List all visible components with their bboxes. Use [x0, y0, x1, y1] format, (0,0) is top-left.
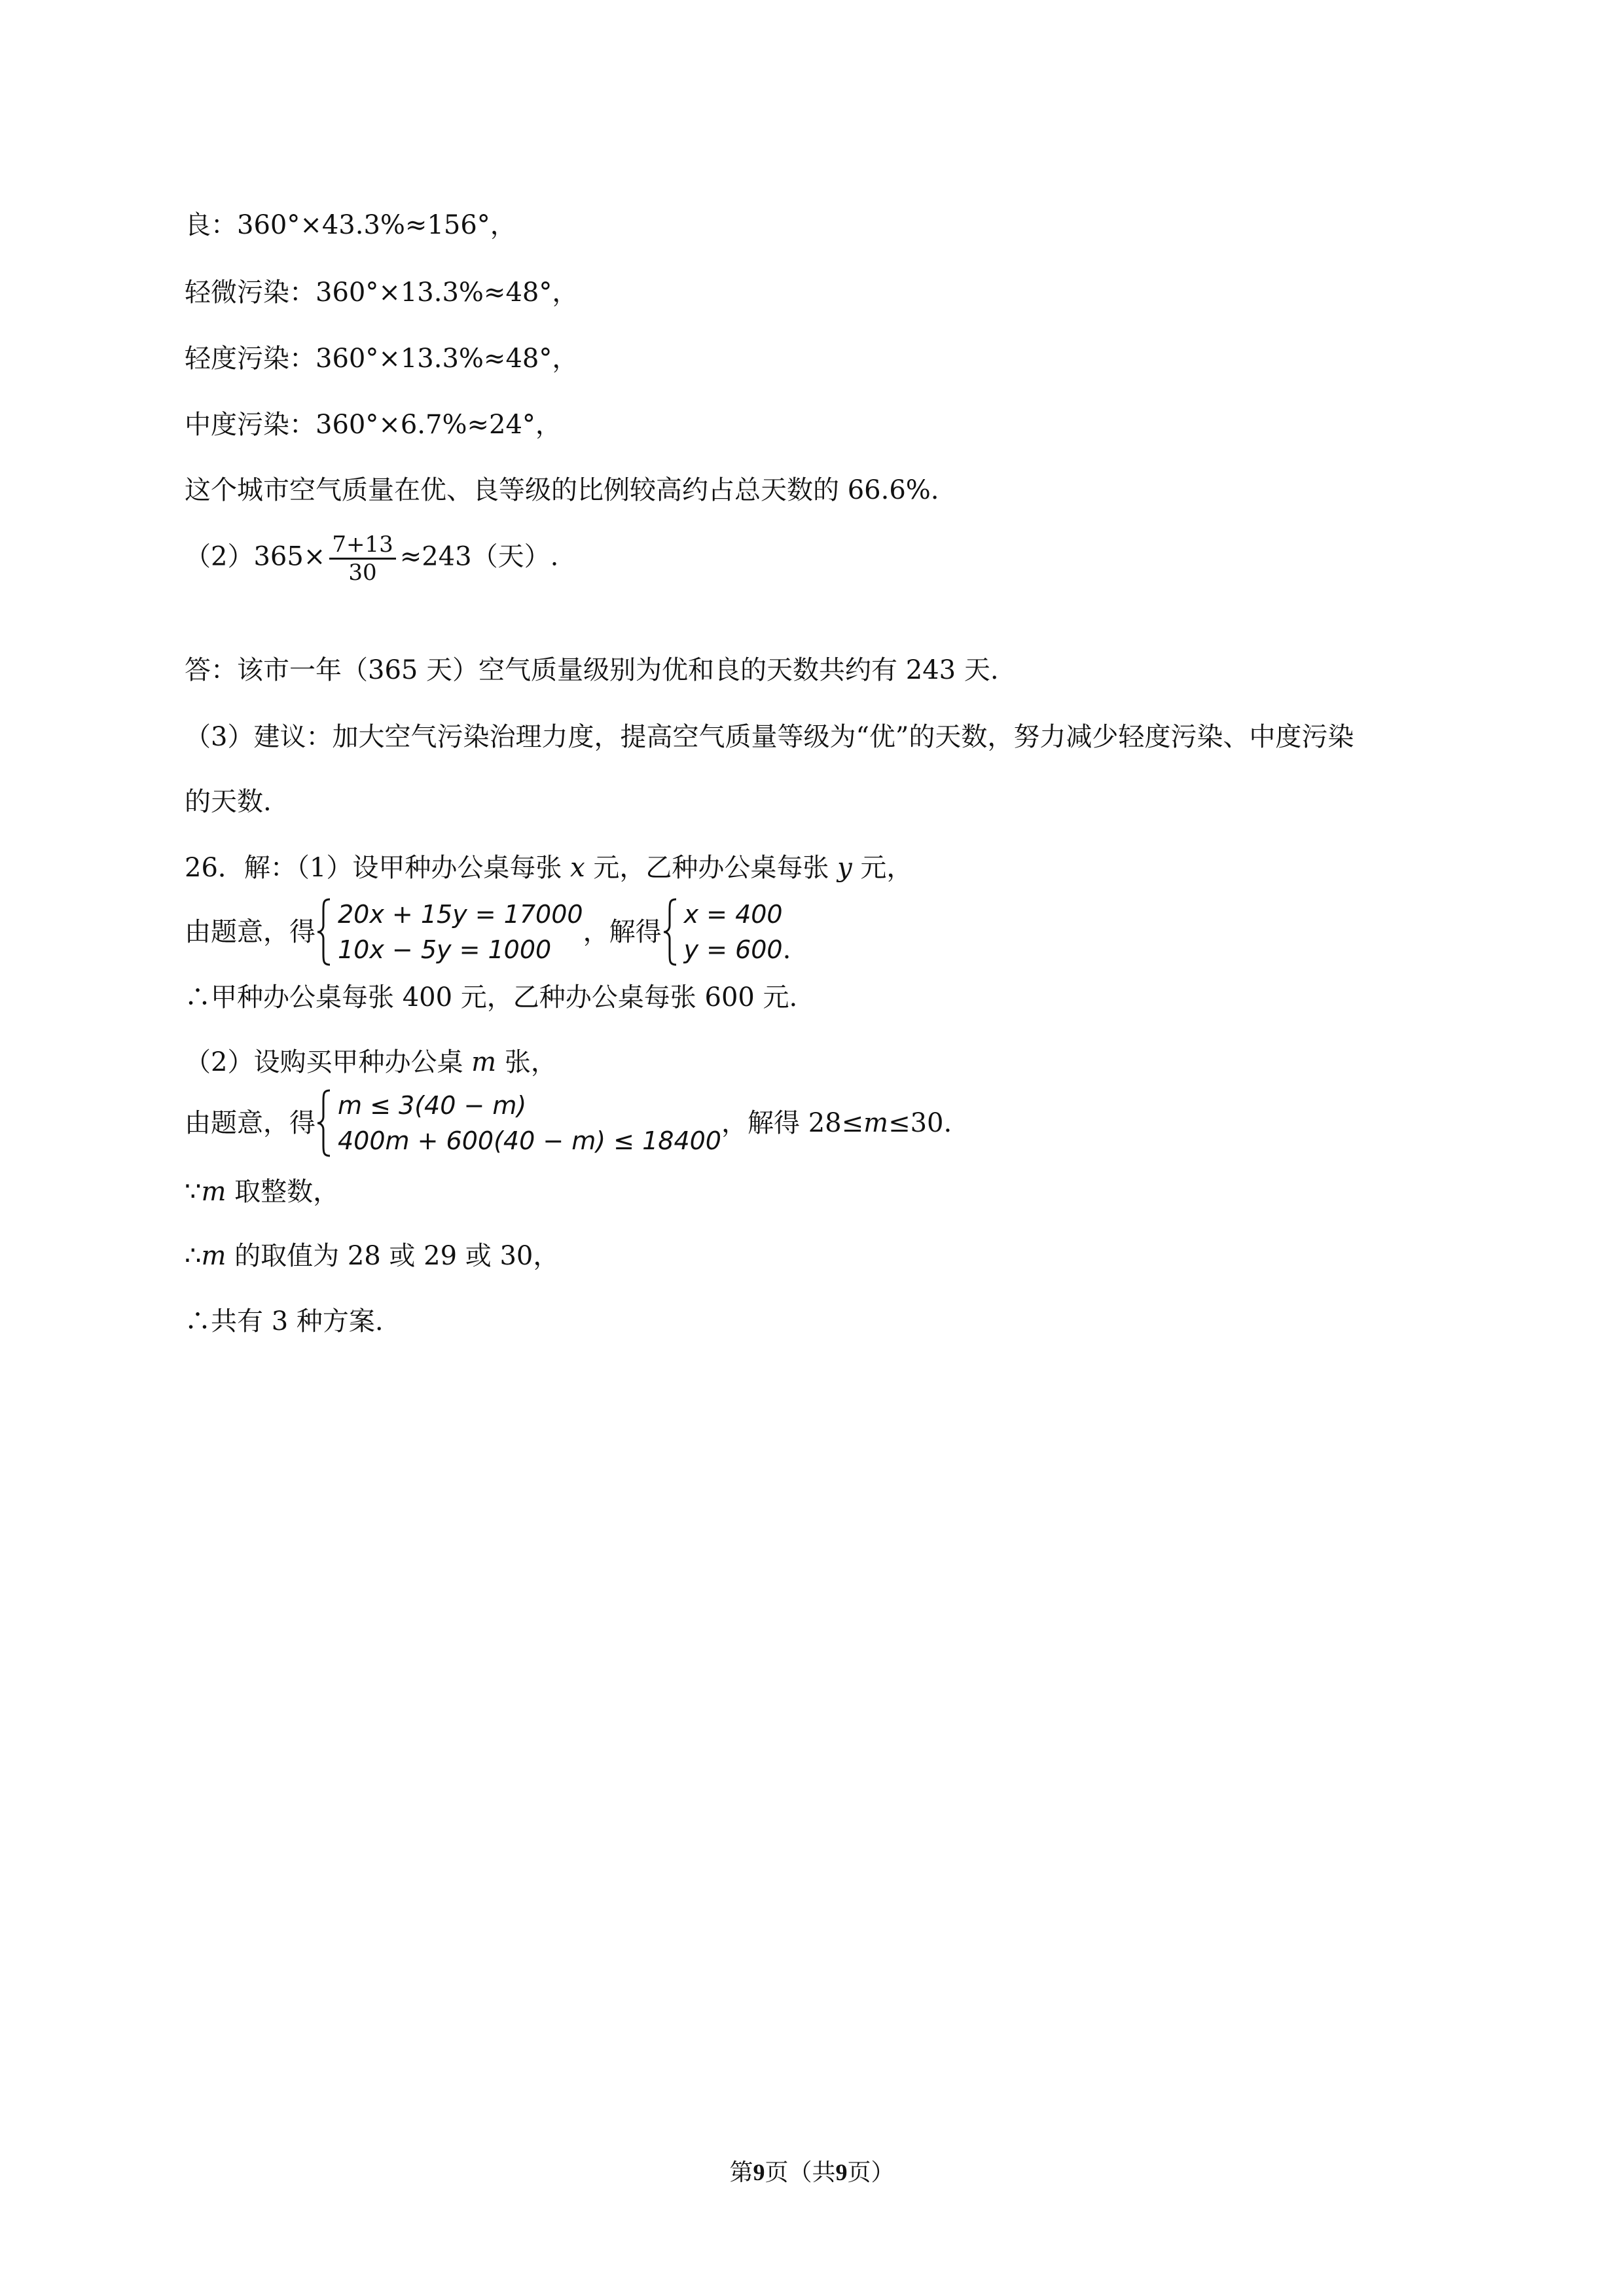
- system1-prefix: 由题意，得: [185, 917, 316, 947]
- var-m: m: [201, 1241, 226, 1271]
- left-brace-icon: [316, 897, 333, 967]
- system2-prefix: 由题意，得: [185, 1108, 316, 1138]
- equation-2: 10x − 5y = 1000: [338, 935, 552, 964]
- text-line-suggestion: （3）建议：加大空气污染治理力度，提高空气质量等级为“优”的天数，努力减少轻度污染、中度污染: [185, 722, 1354, 752]
- system2-mid: ，解得 28≤: [721, 1108, 864, 1138]
- page-footer: [0, 2157, 1624, 2188]
- q26-text-c: 元，: [852, 853, 913, 883]
- q26-text-b: 元，乙种办公桌每张: [585, 853, 838, 883]
- therefore-symbol: ∴: [185, 1241, 202, 1271]
- text-line-system1: [185, 897, 791, 967]
- footer-post: 页）: [847, 2159, 895, 2186]
- text-line-slight-pollution: 轻微污染：360°×13.3%≈48°，: [185, 278, 579, 308]
- page-total: 9: [835, 2159, 848, 2185]
- system2-end: ≤30.: [888, 1108, 952, 1138]
- var-x: x: [570, 853, 585, 883]
- text-line-moderate-pollution: 中度污染：360°×6.7%≈24°，: [185, 410, 562, 440]
- text-line-because: [185, 1175, 339, 1209]
- left-brace-icon: [662, 897, 679, 967]
- because-text: 取整数，: [226, 1177, 340, 1207]
- fraction-denominator: 30: [348, 560, 377, 586]
- calc-suffix: ≈243（天）.: [399, 541, 559, 572]
- text-line-plans: ∴共有 3 种方案.: [185, 1306, 384, 1336]
- text-line-part2-setup: [185, 1045, 557, 1079]
- var-y: y: [837, 853, 852, 883]
- footer-pre: 第: [729, 2159, 753, 2186]
- text-line-good: 良：360°×43.3%≈156°，: [185, 210, 516, 240]
- text-line-light-pollution: 轻度污染：360°×13.3%≈48°，: [185, 344, 579, 374]
- fraction: [329, 531, 395, 586]
- part2-text-a: （2）设购买甲种办公桌: [185, 1047, 472, 1077]
- text-line-answer: 答：该市一年（365 天）空气质量级别为优和良的天数共约有 243 天.: [185, 655, 999, 685]
- text-line-prices: ∴甲种办公桌每张 400 元，乙种办公桌每张 600 元.: [185, 982, 798, 1013]
- page-number: 9: [753, 2159, 765, 2185]
- footer-mid: 页（共: [765, 2159, 836, 2186]
- equation-1: 20x + 15y = 17000: [338, 900, 583, 929]
- inequality-system: [316, 1088, 721, 1158]
- q26-text-a: 26．解：（1）设甲种办公桌每张: [185, 853, 571, 883]
- solution-1: x = 400: [683, 900, 783, 929]
- equation-system-1: [316, 897, 583, 967]
- var-m: m: [201, 1177, 226, 1207]
- system1-mid: ，解得: [583, 917, 662, 947]
- calc-prefix: （2）365×: [185, 541, 326, 572]
- inequality-2: 400m + 600(40 − m) ≤ 18400: [338, 1126, 721, 1155]
- text-line-system2: [185, 1088, 952, 1158]
- text-line-suggestion-cont: 的天数.: [185, 787, 272, 817]
- text-line-conclusion: 这个城市空气质量在优、良等级的比例较高约占总天数的 66.6%.: [185, 475, 939, 505]
- var-m: m: [471, 1047, 497, 1077]
- left-brace-icon: [316, 1088, 333, 1158]
- system1-end: .: [782, 935, 791, 965]
- text-line-part2-calc: [185, 531, 558, 586]
- because-symbol: ∵: [185, 1177, 202, 1207]
- text-line-values: [185, 1239, 559, 1273]
- inequality-1: m ≤ 3(40 − m): [338, 1091, 527, 1120]
- fraction-numerator: 7+13: [329, 531, 395, 560]
- solution-2: y = 600: [683, 935, 783, 964]
- part2-text-b: 张，: [496, 1047, 557, 1077]
- solution-system-1: [662, 897, 783, 967]
- var-m: m: [863, 1108, 889, 1138]
- values-text: 的取值为 28 或 29 或 30，: [226, 1241, 560, 1271]
- text-line-q26: [185, 851, 912, 885]
